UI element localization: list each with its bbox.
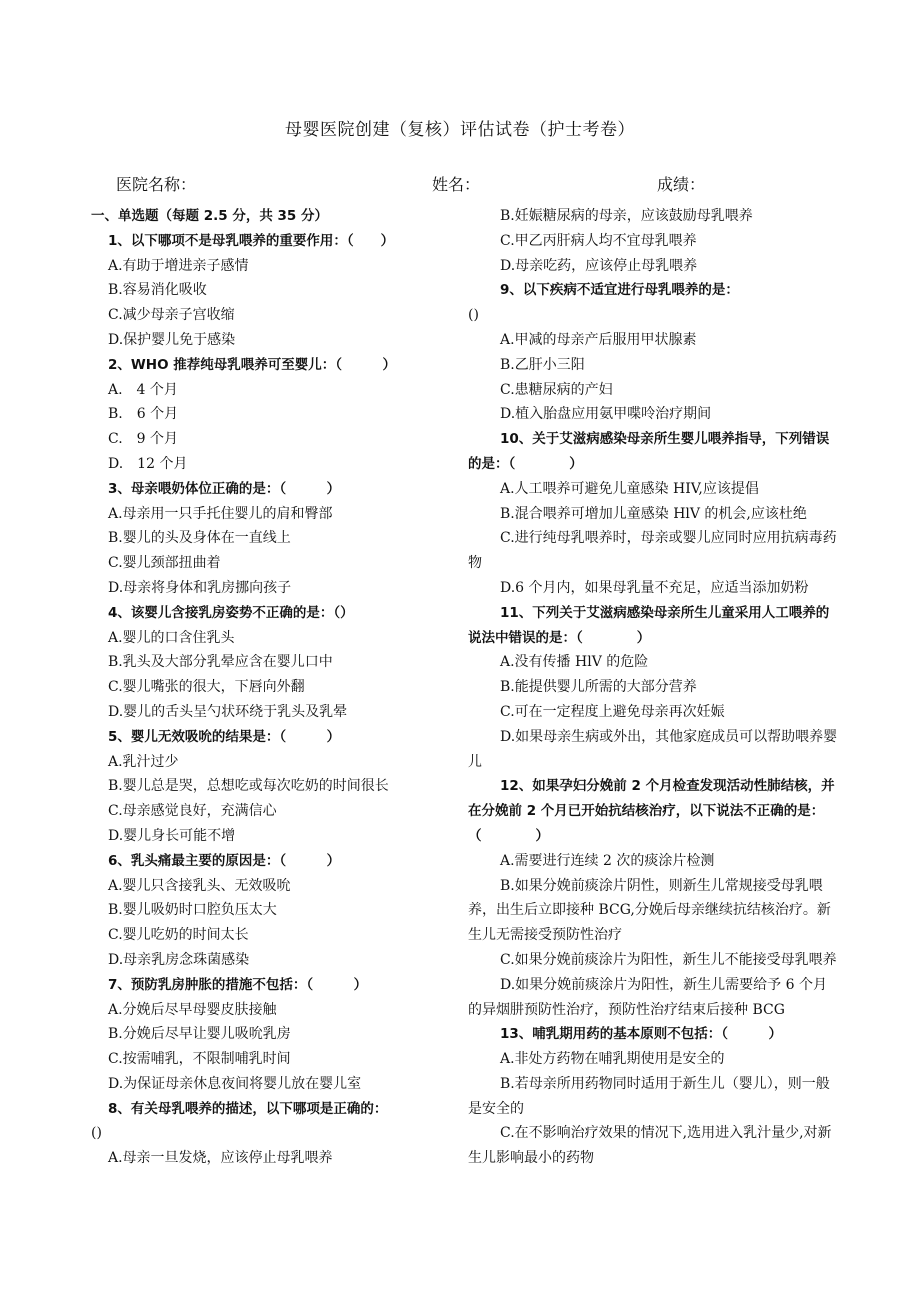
- answer-option: B.混合喂养可增加儿童感染 HlV 的机会,应该杜绝: [500, 505, 807, 522]
- answer-option: A.母亲用一只手托住婴儿的肩和臀部: [108, 505, 333, 522]
- answer-option: C. 9 个月: [108, 431, 179, 448]
- answer-option: C.在不影响治疗效果的情况下,选用进入乳汁量少,对新生儿影响最小的药物: [468, 1125, 832, 1167]
- question-text: 13、哺乳期用药的基本原则不包括：（ ）: [500, 1026, 783, 1043]
- section-heading: 一、单选题（每题 2.5 分，共 35 分）: [91, 208, 329, 224]
- answer-option: A.甲减的母亲产后服用甲状腺素: [500, 331, 697, 348]
- answer-option: C.母亲感觉良好，充满信心: [108, 803, 277, 820]
- question-text: 4、该婴儿含接乳房姿势不正确的是：（）: [108, 604, 354, 621]
- question-text: 3、母亲喂奶体位正确的是：（ ）: [108, 480, 341, 497]
- answer-option: A.人工喂养可避免儿童感染 HIV,应该提倡: [500, 480, 759, 497]
- answer-blank: (): [91, 1125, 102, 1142]
- answer-option: D.6 个月内，如果母乳量不充足，应适当添加奶粉: [500, 579, 809, 596]
- answer-blank: (): [468, 307, 479, 324]
- answer-option: C.按需哺乳，不限制哺乳时间: [108, 1051, 291, 1068]
- answer-option: A.非处方药物在哺乳期使用是安全的: [500, 1051, 725, 1068]
- answer-option: C.婴儿吃奶的时间太长: [108, 927, 249, 944]
- answer-option: A.有助于增进亲子感情: [108, 257, 249, 274]
- answer-option: D.婴儿的舌头呈勺状环绕于乳头及乳晕: [108, 703, 348, 720]
- answer-option: C.如果分娩前痰涂片为阳性，新生儿不能接受母乳喂养: [500, 951, 837, 968]
- answer-option: B.乳头及大部分乳晕应含在婴儿口中: [108, 654, 333, 671]
- question-text: 9、以下疾病不适宜进行母乳喂养的是：: [500, 282, 739, 299]
- answer-option: B.婴儿吸奶时口腔负压太大: [108, 902, 277, 919]
- answer-option: D.母亲吃药，应该停止母乳喂养: [500, 257, 698, 274]
- answer-option: D.为保证母亲休息夜间将婴儿放在婴儿室: [108, 1075, 362, 1092]
- answer-option: D.母亲将身体和乳房挪向孩子: [108, 579, 292, 596]
- answer-option: B.若母亲所用药物同时适用于新生儿（婴儿），则一般是安全的: [468, 1075, 830, 1117]
- answer-option: B.妊娠糖尿病的母亲，应该鼓励母乳喂养: [500, 208, 753, 224]
- hospital-name-label: 医院名称：: [116, 175, 197, 194]
- question-text: 11、下列关于艾滋病感染母亲所生儿童采用人工喂养的说法中错误的是：（ ）: [468, 604, 830, 646]
- answer-option: D.保护婴儿免于感染: [108, 331, 236, 348]
- answer-option: B.能提供婴儿所需的大部分营养: [500, 679, 697, 696]
- answer-option: A.婴儿的口含住乳头: [108, 629, 235, 646]
- answer-option: C.可在一定程度上避免母亲再次妊娠: [500, 703, 725, 720]
- question-text: 7、预防乳房肿胀的措施不包括：（ ）: [108, 976, 368, 993]
- student-name-label: 姓名：: [432, 175, 481, 194]
- answer-option: C.甲乙丙肝病人均不宜母乳喂养: [500, 232, 697, 249]
- answer-option: C.婴儿颈部扭曲着: [108, 555, 221, 572]
- answer-option: D.植入胎盘应用氨甲喋呤治疗期间: [500, 406, 712, 423]
- answer-option: C.患糖尿病的产妇: [500, 381, 613, 398]
- answer-option: B.婴儿的头及身体在一直线上: [108, 530, 291, 547]
- answer-option: B.如果分娩前痰涂片阴性，则新生儿常规接受母乳喂养，出生后立即接种 BCG,分娩后母亲继续抗结核治疗。新生儿无需接受预防性治疗: [468, 877, 831, 944]
- answer-option: A.婴儿只含接乳头、无效吸吮: [108, 877, 291, 894]
- question-text: 1、以下哪项不是母乳喂养的重要作用：（ ）: [108, 232, 395, 249]
- answer-option: B.容易消化吸收: [108, 282, 207, 299]
- answer-option: B.分娩后尽早让婴儿吸吮乳房: [108, 1026, 291, 1043]
- question-text: 8、有关母乳喂养的描述，以下哪项是正确的：: [108, 1100, 388, 1117]
- answer-option: C.进行纯母乳喂养时，母亲或婴儿应同时应用抗病毒药物: [468, 530, 837, 572]
- answer-option: B. 6 个月: [108, 406, 179, 423]
- answer-option: D.婴儿身长可能不增: [108, 827, 236, 844]
- question-text: 10、关于艾滋病感染母亲所生婴儿喂养指导，下列错误的是：（ ）: [468, 431, 830, 472]
- question-text: 5、婴儿无效吸吮的结果是：（ ）: [108, 728, 341, 745]
- left-column: [91, 204, 436, 1171]
- answer-option: B.婴儿总是哭，总想吃或每次吃奶的时间很长: [108, 778, 389, 795]
- answer-option: A.母亲一旦发烧，应该停止母乳喂养: [108, 1150, 333, 1167]
- answer-option: B.乙肝小三阳: [500, 356, 585, 373]
- answer-option: D. 12 个月: [108, 455, 188, 472]
- answer-option: A.乳汁过少: [108, 753, 179, 770]
- answer-option: A.没有传播 HlV 的危险: [500, 654, 649, 671]
- answer-option: C.婴儿嘴张的很大，下唇向外翻: [108, 679, 305, 696]
- answer-option: C.减少母亲子宫收缩: [108, 307, 235, 324]
- question-text: 6、乳头痛最主要的原因是：（ ）: [108, 852, 341, 869]
- exam-title: 母婴医院创建（复核）评估试卷（护士考卷）: [285, 120, 635, 140]
- answer-option: A.需要进行连续 2 次的痰涂片检测: [500, 852, 715, 869]
- score-label: 成绩：: [657, 175, 706, 194]
- question-text: 2、WHO 推荐纯母乳喂养可至婴儿：（ ）: [108, 356, 397, 373]
- answer-option: D.如果母亲生病或外出，其他家庭成员可以帮助喂养婴儿: [468, 728, 838, 770]
- answer-option: A.分娩后尽早母婴皮肤接触: [108, 1001, 277, 1018]
- question-text: 12、如果孕妇分娩前 2 个月检查发现活动性肺结核，并在分娩前 2 个月已开始抗结核治疗，以下说法不正确的是：（ ）: [468, 778, 835, 844]
- answer-option: D.母亲乳房念珠菌感染: [108, 951, 250, 968]
- answer-option: D.如果分娩前痰涂片为阳性，新生儿需要给予 6 个月的异烟肼预防性治疗，预防性治疗结束后接种 BCG: [468, 976, 827, 1018]
- right-column: [468, 204, 840, 1171]
- answer-option: A. 4 个月: [108, 381, 178, 398]
